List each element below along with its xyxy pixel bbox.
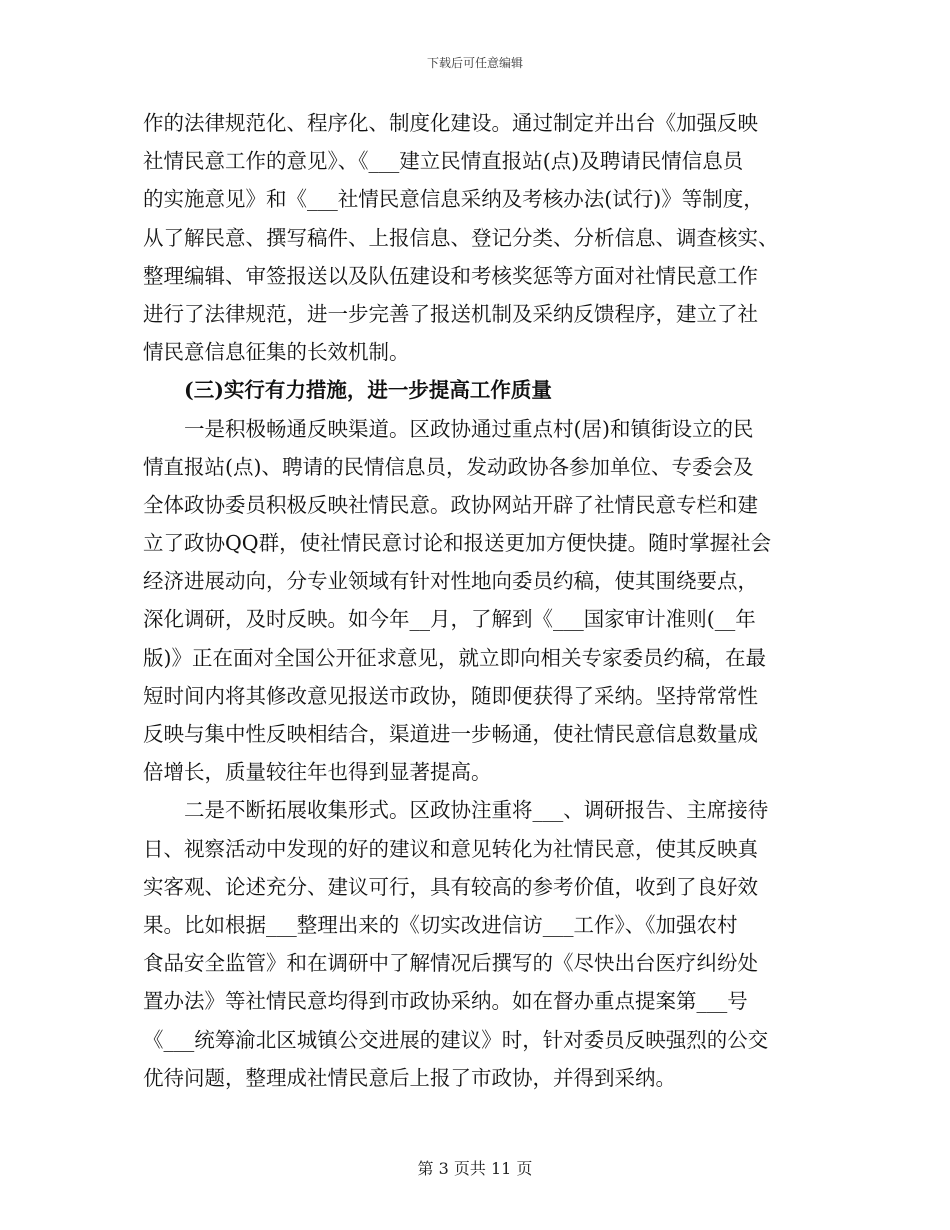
body-text-line: 深化调研，及时反映。如今年__月，了解到《___国家审计准则(__年 <box>143 607 756 632</box>
body-text-line: 实客观、论述充分、建议可行，具有较高的参考价值，收到了良好效 <box>143 874 758 899</box>
body-text-line: 从了解民意、撰写稿件、上报信息、登记分类、分析信息、调查核实、 <box>143 225 779 250</box>
body-text-line: 的实施意见》和《___社情民意信息采纳及考核办法(试行)》等制度， <box>143 187 764 212</box>
body-text-line: 置办法》等社情民意均得到市政协采纳。如在督办重点提案第___号 <box>143 989 748 1014</box>
document-body <box>143 104 807 1097</box>
body-text-line: 反映与集中性反映相结合，渠道进一步畅通，使社情民意信息数量成 <box>143 722 758 746</box>
body-text-line: 情直报站(点)、聘请的民情信息员，发动政协各参加单位、专委会及 <box>143 454 754 479</box>
page-footer: 第 3 页共 11 页 <box>417 1159 533 1178</box>
page-header: 下载后可任意编辑 <box>426 56 523 70</box>
body-text-line: 短时间内将其修改意见报送市政协，随即便获得了采纳。坚持常常性 <box>143 683 758 708</box>
body-text-line: 一是积极畅通反映渠道。区政协通过重点村(居)和镇街设立的民 <box>184 416 754 441</box>
section-heading: (三)实行有力措施，进一步提高工作质量 <box>184 378 552 403</box>
body-text-line: 全体政协委员积极反映社情民意。政协网站开辟了社情民意专栏和建 <box>143 492 758 517</box>
body-text-line: 经济进展动向，分专业领域有针对性地向委员约稿，使其围绕要点， <box>143 569 758 594</box>
body-text-line: 整理编辑、审签报送以及队伍建设和考核奖惩等方面对社情民意工作 <box>143 263 758 288</box>
body-text-line: 二是不断拓展收集形式。区政协注重将___、调研报告、主席接待 <box>184 798 769 823</box>
body-text-line: 立了政协QQ群，使社情民意讨论和报送更加方便快捷。随时掌握社会 <box>143 531 772 556</box>
body-text-line: 社情民意工作的意见》、《___建立民情直报站(点)及聘请民情信息员 <box>143 149 744 174</box>
body-text-line: 情民意信息征集的长效机制。 <box>143 340 410 365</box>
body-text-line: 《___统筹渝北区城镇公交进展的建议》时，针对委员反映强烈的公交 <box>143 1027 769 1052</box>
body-text-line: 倍增长，质量较往年也得到显著提高。 <box>143 760 492 785</box>
body-text-line: 食品安全监管》和在调研中了解情况后撰写的《尽快出台医疗纠纷处 <box>143 951 758 976</box>
body-text-line: 果。比如根据___整理出来的《切实改进信访___工作》、《加强农村 <box>143 912 738 937</box>
body-text-line: 版)》正在面对全国公开征求意见，就立即向相关专家委员约稿，在最 <box>143 645 766 670</box>
body-text-line: 进行了法律规范，进一步完善了报送机制及采纳反馈程序，建立了社 <box>143 301 758 326</box>
body-text-line: 作的法律规范化、程序化、制度化建设。通过制定并出台《加强反映 <box>143 111 758 135</box>
body-text-line: 日、视察活动中发现的好的建议和意见转化为社情民意，使其反映真 <box>143 836 758 861</box>
body-text-line: 优待问题，整理成社情民意后上报了市政协，并得到采纳。 <box>143 1065 676 1090</box>
